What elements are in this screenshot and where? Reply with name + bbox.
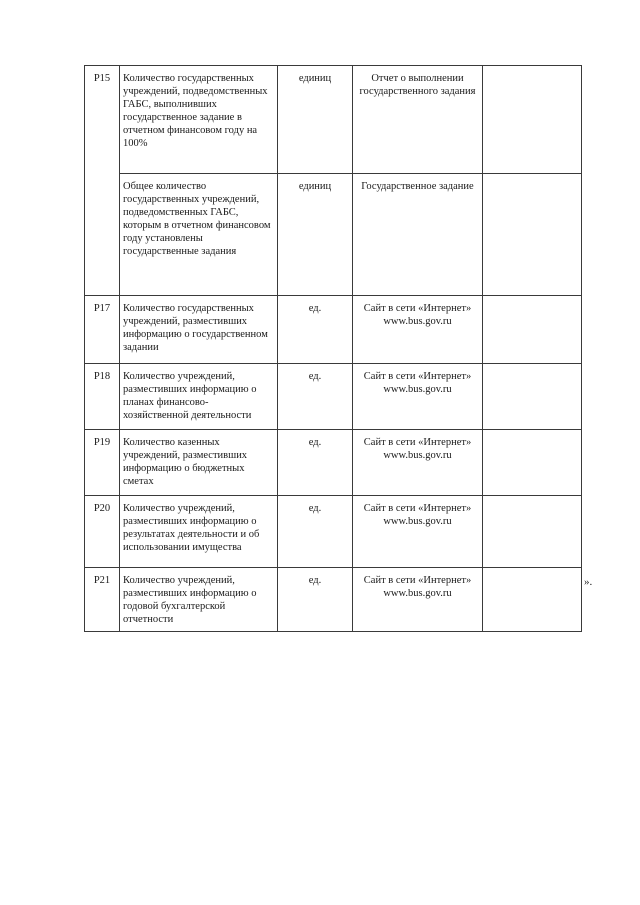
row-code: Р19 [85,430,120,496]
row-code: Р15 [85,66,120,296]
row-indicator-name: Количество государственных учреждений, разместивших информацию о государственном задании [120,296,278,364]
closing-quote-mark: ». [584,576,593,588]
row-value [483,66,582,174]
table-row [85,66,582,174]
indicators-table [84,65,582,632]
row-indicator-name: Количество казенных учреждений, разместивших информацию о бюджетных сметах [120,430,278,496]
row-value [483,568,582,632]
row-unit: ед. [278,430,353,496]
row-indicator-name: Количество учреждений, разместивших информацию о планах финансово-хозяйственной деятельности [120,364,278,430]
table-row [85,174,582,296]
row-unit: единиц [278,66,353,174]
row-source: Сайт в сети «Интернет» www.bus.gov.ru [353,496,483,568]
row-value [483,430,582,496]
row-indicator-name: Общее количество государственных учреждений, подведомственных ГАБС, которым в отчетном финансовом году установлены государственные задания [120,174,278,296]
row-code: Р21 [85,568,120,632]
row-code: Р20 [85,496,120,568]
table-row [85,496,582,568]
row-unit: ед. [278,568,353,632]
table-row [85,430,582,496]
row-unit: ед. [278,496,353,568]
row-value [483,296,582,364]
row-value [483,496,582,568]
row-indicator-name: Количество учреждений, разместивших информацию о результатах деятельности и об использовании имущества [120,496,278,568]
table-row [85,568,582,632]
row-source: Отчет о выполнении государственного задания [353,66,483,174]
row-source: Сайт в сети «Интернет» www.bus.gov.ru [353,568,483,632]
row-source: Сайт в сети «Интернет» www.bus.gov.ru [353,296,483,364]
table-row [85,364,582,430]
table-row [85,296,582,364]
row-unit: единиц [278,174,353,296]
row-indicator-name: Количество государственных учреждений, подведомственных ГАБС, выполнивших государственное задание в отчетном финансовом году на 100% [120,66,278,174]
row-code: Р18 [85,364,120,430]
row-value [483,364,582,430]
row-unit: ед. [278,296,353,364]
row-unit: ед. [278,364,353,430]
row-indicator-name: Количество учреждений, разместивших информацию о годовой бухгалтерской отчетности [120,568,278,632]
row-source: Государственное задание [353,174,483,296]
row-value [483,174,582,296]
row-code: Р17 [85,296,120,364]
row-source: Сайт в сети «Интернет» www.bus.gov.ru [353,430,483,496]
row-source: Сайт в сети «Интернет» www.bus.gov.ru [353,364,483,430]
